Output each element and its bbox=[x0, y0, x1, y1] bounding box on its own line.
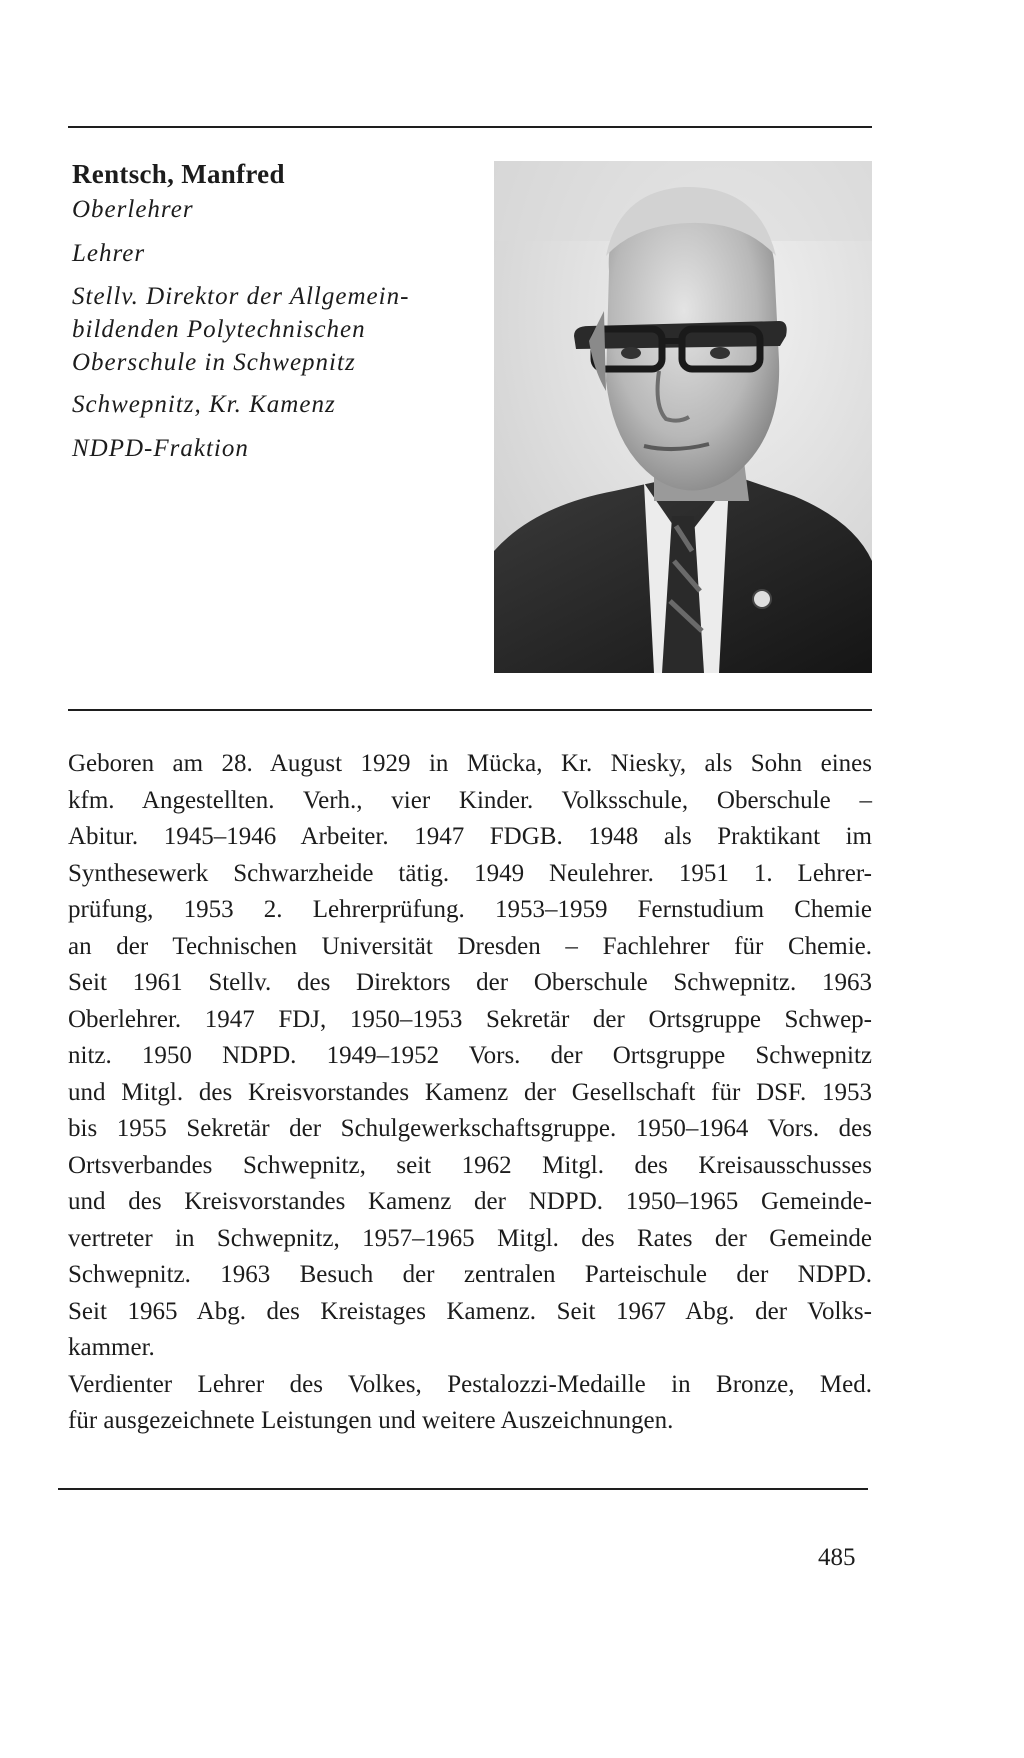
biography-line: Seit 1965 Abg. des Kreistages Kamenz. Seit 1967 Abg. der Volks- bbox=[68, 1297, 872, 1325]
biography-line: Schwepnitz. 1963 Besuch der zentralen Parteischule der NDPD. bbox=[68, 1261, 872, 1288]
biography-line: prüfung, 1953 2. Lehrerprüfung. 1953–1959 Fernstudium Chemie bbox=[68, 896, 872, 923]
biography-text bbox=[68, 746, 872, 1440]
person-residence: Schwepnitz, Kr. Kamenz bbox=[72, 391, 336, 418]
bottom-rule bbox=[58, 1488, 868, 1490]
person-title: Oberlehrer bbox=[72, 196, 194, 223]
position-line-2: bildenden Polytechnischen bbox=[72, 316, 366, 343]
biography-line: kfm. Angestellten. Verh., vier Kinder. Volksschule, Oberschule – bbox=[68, 786, 872, 814]
biography-line: nitz. 1950 NDPD. 1949–1952 Vors. der Ortsgruppe Schwepnitz bbox=[68, 1042, 872, 1069]
biography-line: bis 1955 Sekretär der Schulgewerkschaftsgruppe. 1950–1964 Vors. des bbox=[68, 1115, 872, 1142]
honors-line: für ausgezeichnete Leistungen und weitere Auszeichnungen. bbox=[68, 1407, 674, 1434]
portrait-illustration bbox=[494, 161, 872, 673]
biography-line: vertreter in Schwepnitz, 1957–1965 Mitgl. des Rates der Gemeinde bbox=[68, 1224, 872, 1252]
biography-line: an der Technischen Universität Dresden – Fachlehrer für Chemie. bbox=[68, 932, 872, 960]
biography-line: Abitur. 1945–1946 Arbeiter. 1947 FDGB. 1948 als Praktikant im bbox=[68, 823, 872, 850]
top-rule bbox=[68, 126, 872, 128]
biography-line: kammer. bbox=[68, 1334, 155, 1361]
honors-line: Verdienter Lehrer des Volkes, Pestalozzi-Medaille in Bronze, Med. bbox=[68, 1370, 872, 1398]
biography-line: Oberlehrer. 1947 FDJ, 1950–1953 Sekretär der Ortsgruppe Schwep- bbox=[68, 1005, 872, 1033]
position-line-3: Oberschule in Schwepnitz bbox=[72, 349, 356, 376]
person-profession: Lehrer bbox=[72, 240, 146, 267]
biography-line: Seit 1961 Stellv. des Direktors der Oberschule Schwepnitz. 1963 bbox=[68, 969, 872, 996]
biography-line: und Mitgl. des Kreisvorstandes Kamenz der Gesellschaft für DSF. 1953 bbox=[68, 1078, 872, 1106]
person-name: Rentsch, Manfred bbox=[72, 159, 285, 189]
biography-line: Geboren am 28. August 1929 in Mücka, Kr. Niesky, als Sohn eines bbox=[68, 750, 872, 777]
biography-line: und des Kreisvorstandes Kamenz der NDPD. 1950–1965 Gemeinde- bbox=[68, 1188, 872, 1215]
person-faction: NDPD-Fraktion bbox=[72, 435, 249, 462]
portrait-photo bbox=[494, 161, 872, 673]
page-number: 485 bbox=[818, 1544, 856, 1571]
position-line-1: Stellv. Direktor der Allgemein- bbox=[72, 283, 410, 310]
biography-line: Ortsverbandes Schwepnitz, seit 1962 Mitgl. des Kreisausschusses bbox=[68, 1151, 872, 1179]
middle-rule bbox=[68, 709, 872, 711]
biography-line: Synthesewerk Schwarzheide tätig. 1949 Neulehrer. 1951 1. Lehrer- bbox=[68, 859, 872, 887]
